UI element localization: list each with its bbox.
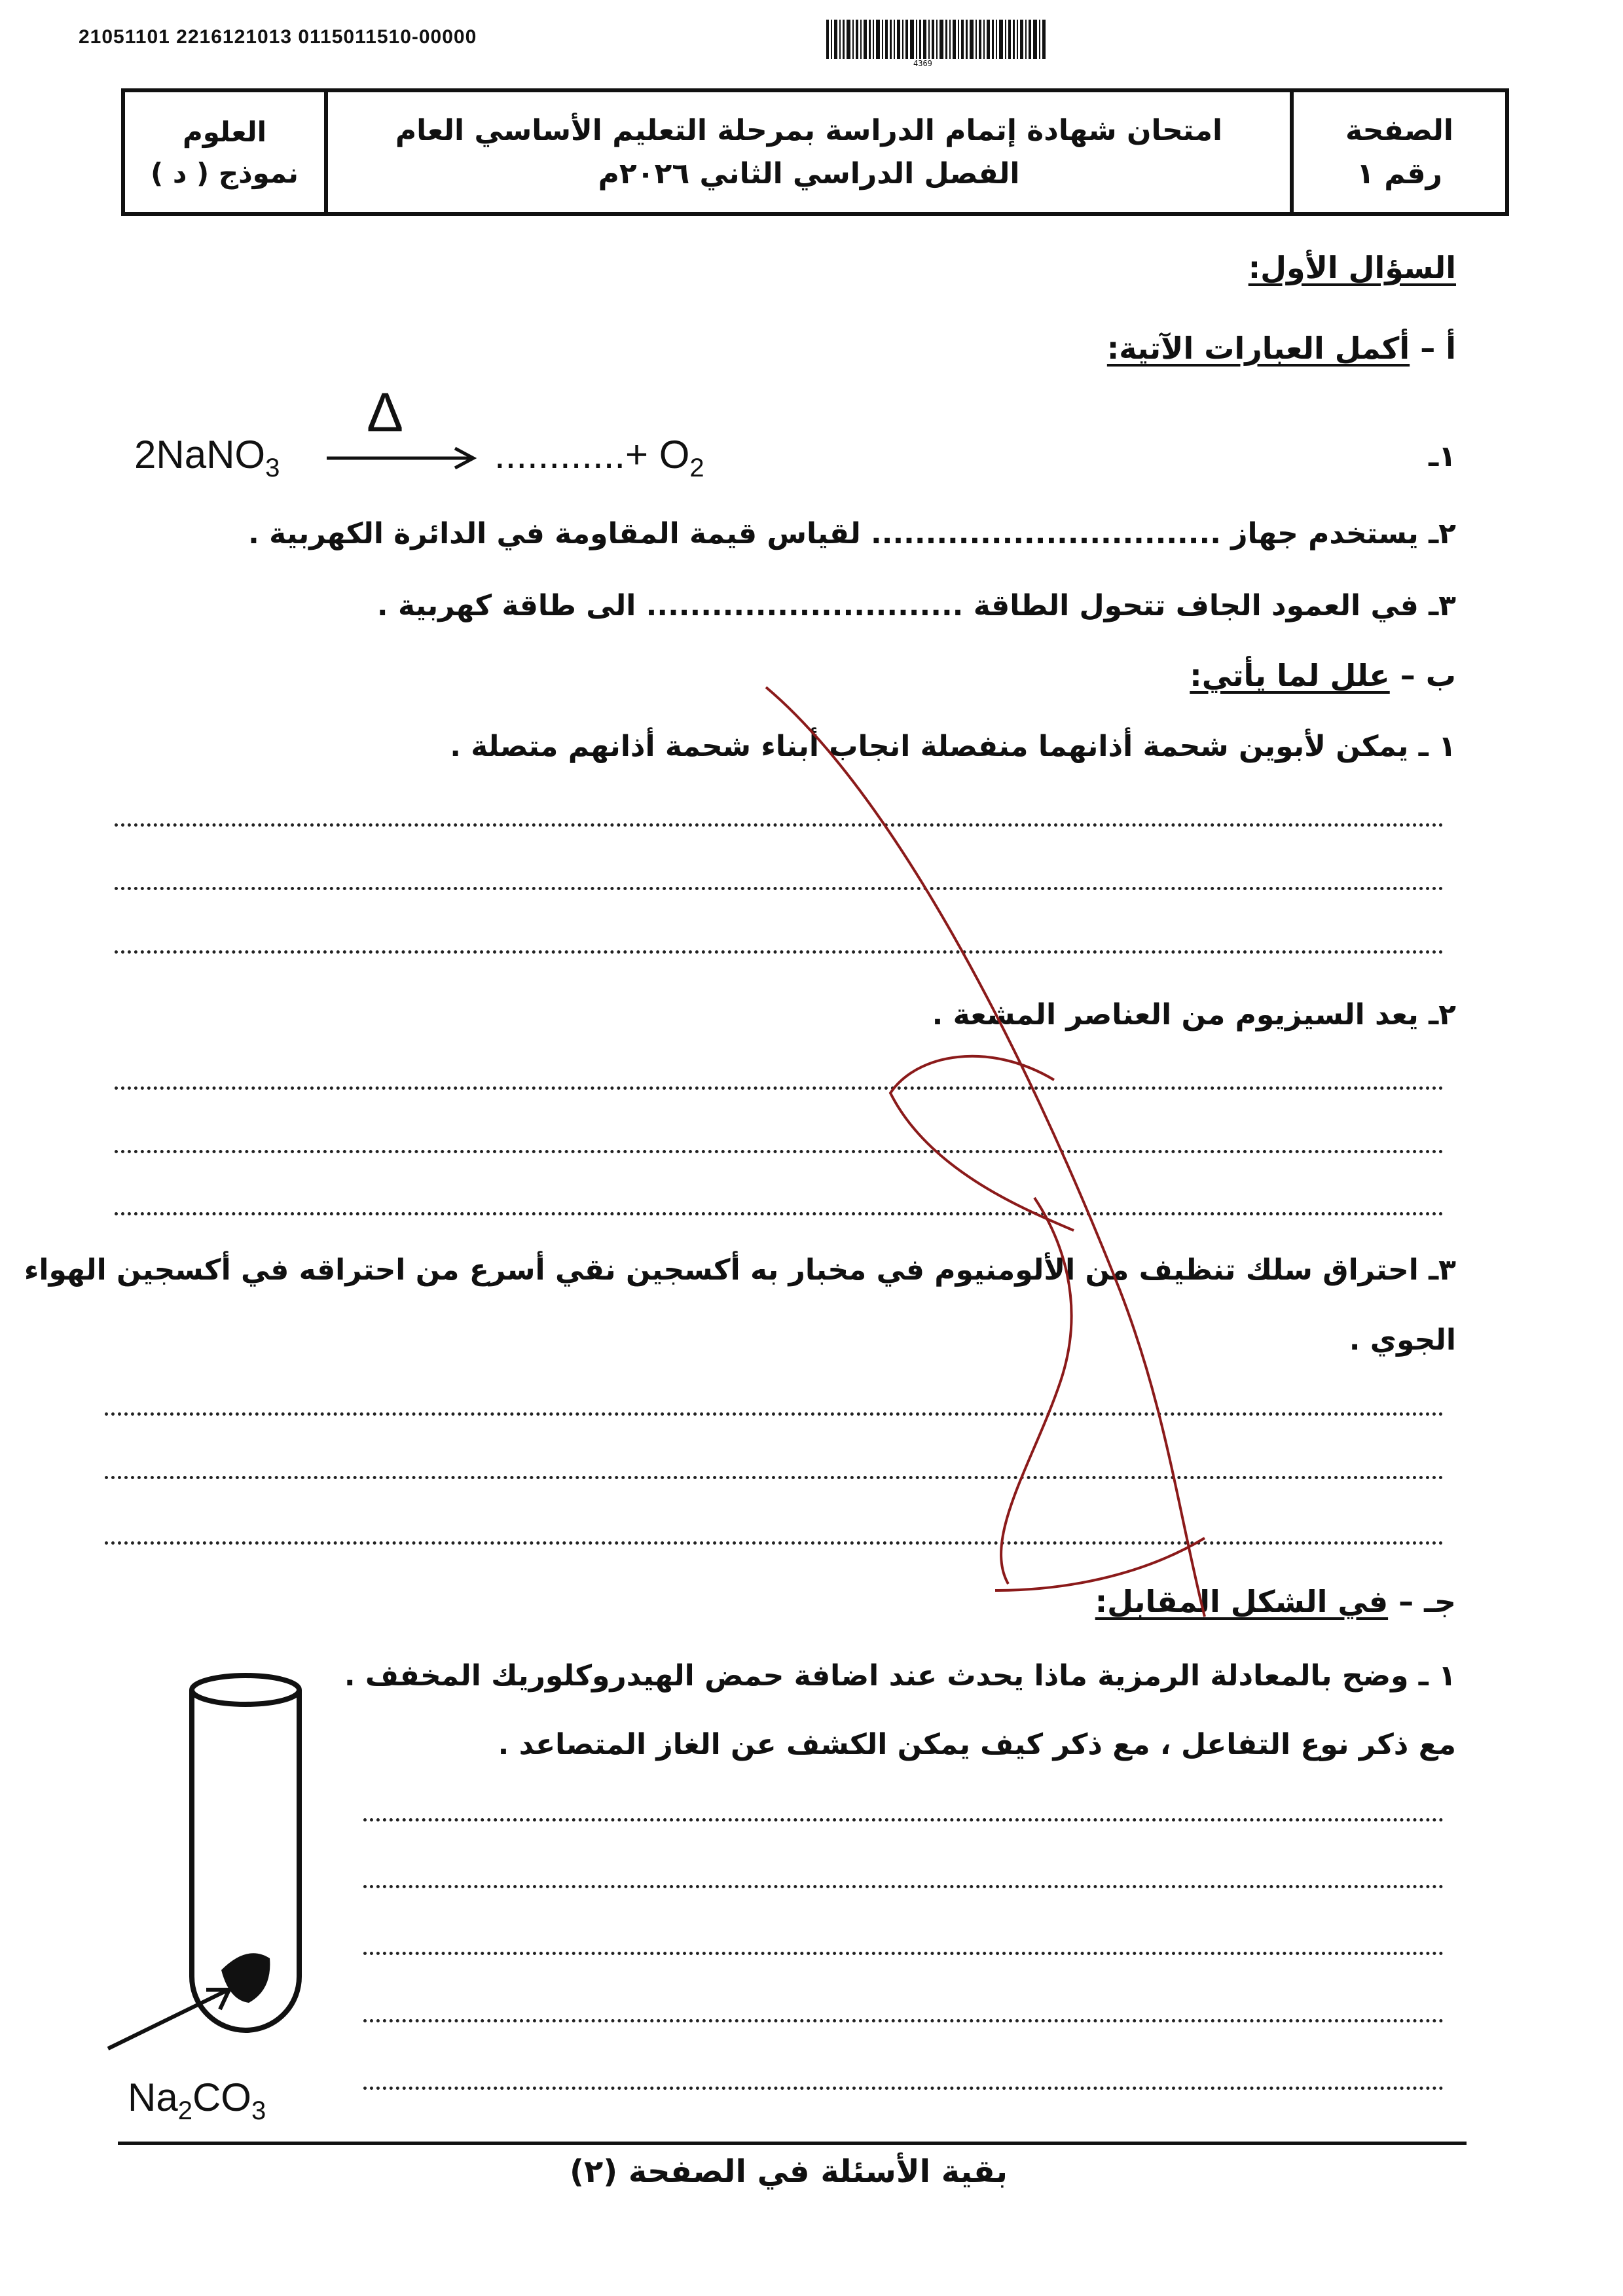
footer-divider — [118, 2142, 1467, 2145]
answer-line — [363, 1885, 1444, 1888]
reactant-subscript: 3 — [265, 454, 280, 482]
part-c-title: في الشكل المقابل: — [1095, 1584, 1389, 1619]
figure-label-sub-1: 2 — [177, 2096, 192, 2125]
reactant-formula — [134, 432, 280, 483]
heat-symbol: Δ — [367, 382, 404, 443]
part-b-title: علل لما يأتي: — [1190, 658, 1390, 693]
product-subscript: 2 — [689, 454, 704, 482]
part-c-item-1-line-1: ١ ـ وضح بالمعادلة الرمزية ماذا يحدث عند اضافة حمض الهيدروكلوريك المخفف . — [344, 1659, 1456, 1693]
barcode — [826, 20, 1048, 67]
figure-label — [128, 2075, 266, 2126]
page-cell — [1294, 92, 1505, 212]
product-formula — [494, 432, 704, 483]
product-text: O — [659, 433, 690, 476]
part-b-item-2: ٢ـ يعد السيزيوم من العناصر المشعة . — [932, 998, 1456, 1031]
part-b-item-3-line-2: الجوي . — [1349, 1323, 1456, 1357]
page-label: الصفحة — [1345, 113, 1454, 147]
subject-cell — [125, 92, 328, 212]
figure-label-sub-2: 3 — [251, 2096, 266, 2125]
item-number: ١ـ — [1429, 440, 1456, 473]
page-number: رقم ١ — [1357, 156, 1442, 190]
exam-semester: الفصل الدراسي الثاني ٢٠٢٦م — [598, 156, 1020, 190]
model-label: نموذج ( د ) — [151, 156, 299, 189]
figure-label-co: CO — [192, 2075, 251, 2119]
part-b-item-3-line-1: ٣ـ احتراق سلك تنظيف من الألومنيوم في مخبار به أكسجين نقي أسرع من احتراقه في أكسجين الهواء — [24, 1253, 1456, 1287]
part-a-title: أكمل العبارات الآتية: — [1106, 331, 1410, 366]
part-b-item-1: ١ ـ يمكن لأبوين شحمة أذانهما منفصلة انجاب أبناء شحمة أذانهم متصلة . — [450, 730, 1456, 763]
question-heading: السؤال الأول: — [1248, 250, 1456, 285]
document-code: 21051101 2216121013 0115011510-00000 — [79, 26, 477, 48]
figure-label-na: Na — [128, 2075, 178, 2119]
part-a-item-2: ٢ـ يستخدم جهاز ................................ لقياس قيمة المقاومة في الدائرة الكهربية . — [248, 517, 1456, 550]
answer-line — [363, 2087, 1444, 2090]
marker-scribble — [720, 674, 1375, 1643]
test-tube-figure — [98, 1662, 360, 2068]
answer-line — [363, 1818, 1444, 1821]
answer-blank: ............+ — [494, 433, 649, 476]
part-a-item-3: ٣ـ في العمود الجاف تتحول الطاقة ............................. الى طاقة كهربية . — [376, 589, 1456, 622]
exam-title: امتحان شهادة إتمام الدراسة بمرحلة التعليم الأساسي العام — [395, 113, 1223, 147]
subject-name: العلوم — [182, 115, 267, 148]
part-a-heading — [1107, 331, 1456, 367]
part-c-item-1-line-2: مع ذكر نوع التفاعل ، مع ذكر كيف يمكن الكشف عن الغاز المتصاعد . — [498, 1728, 1456, 1761]
answer-line — [363, 2019, 1444, 2022]
exam-header — [121, 88, 1509, 216]
part-b-label: ب – — [1400, 658, 1456, 693]
footer-note: بقية الأسئلة في الصفحة (٢) — [570, 2153, 1008, 2190]
answer-line — [363, 1952, 1444, 1955]
title-cell — [328, 92, 1294, 212]
reactant-text: 2NaNO — [134, 433, 266, 476]
part-c-label: جـ – — [1398, 1584, 1456, 1619]
part-a-label: أ – — [1420, 331, 1456, 366]
barcode-number: 4369 — [913, 59, 932, 68]
